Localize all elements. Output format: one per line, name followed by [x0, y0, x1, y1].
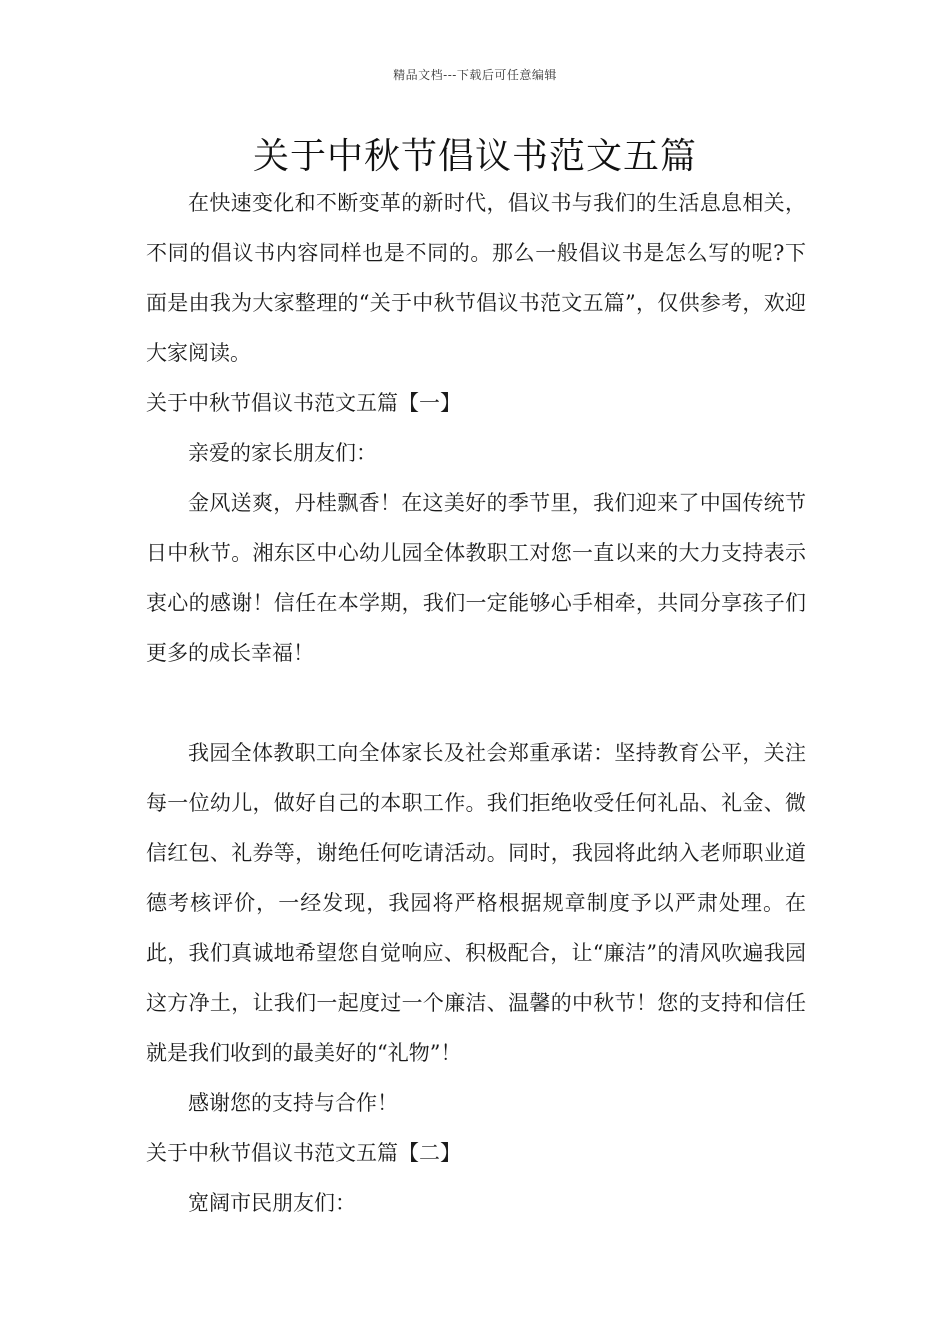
document-body — [146, 178, 806, 1228]
section-heading-1: 关于中秋节倡议书范文五篇【一】 — [146, 391, 461, 415]
section-1-greeting: 亲爱的家长朋友们： — [188, 441, 377, 465]
intro-paragraph: 在快速变化和不断变革的新时代，倡议书与我们的生活息息相关，不同的倡议书内容同样也是不同的。那么一般倡议书是怎么写的呢?下面是由我为大家整理的“关于中秋节倡议书范文五篇”，仅供参考，欢迎大家阅读。 — [146, 191, 806, 365]
section-1-paragraph-1: 金风送爽，丹桂飘香！在这美好的季节里，我们迎来了中国传统节日中秋节。湘东区中心幼儿园全体教职工对您一直以来的大力支持表示衷心的感谢！信任在本学期，我们一定能够心手相牵，共同分享孩子们更多的成长幸福！ — [146, 491, 806, 665]
section-heading-2: 关于中秋节倡议书范文五篇【二】 — [146, 1141, 461, 1165]
document-title: 关于中秋节倡议书范文五篇 — [252, 136, 697, 177]
section-1-closing: 感谢您的支持与合作！ — [188, 1091, 398, 1115]
blank-line — [146, 678, 806, 728]
section-1-paragraph-2: 我园全体教职工向全体家长及社会郑重承诺：坚持教育公平，关注每一位幼儿，做好自己的本职工作。我们拒绝收受任何礼品、礼金、微信红包、礼券等，谢绝任何吃请活动。同时，我园将此纳入老师职业道德考核评价，一经发现，我园将严格根据规章制度予以严肃处理。在此，我们真诚地希望您自觉响应、积极配合，让“廉洁”的清风吹遍我园这方净土，让我们一起度过一个廉洁、温馨的中秋节！您的支持和信任就是我们收到的最美好的“礼物”！ — [146, 741, 806, 1065]
header-note: 精品文档---下载后可任意编辑 — [393, 68, 557, 82]
section-2-greeting: 宽阔市民朋友们： — [188, 1191, 356, 1215]
